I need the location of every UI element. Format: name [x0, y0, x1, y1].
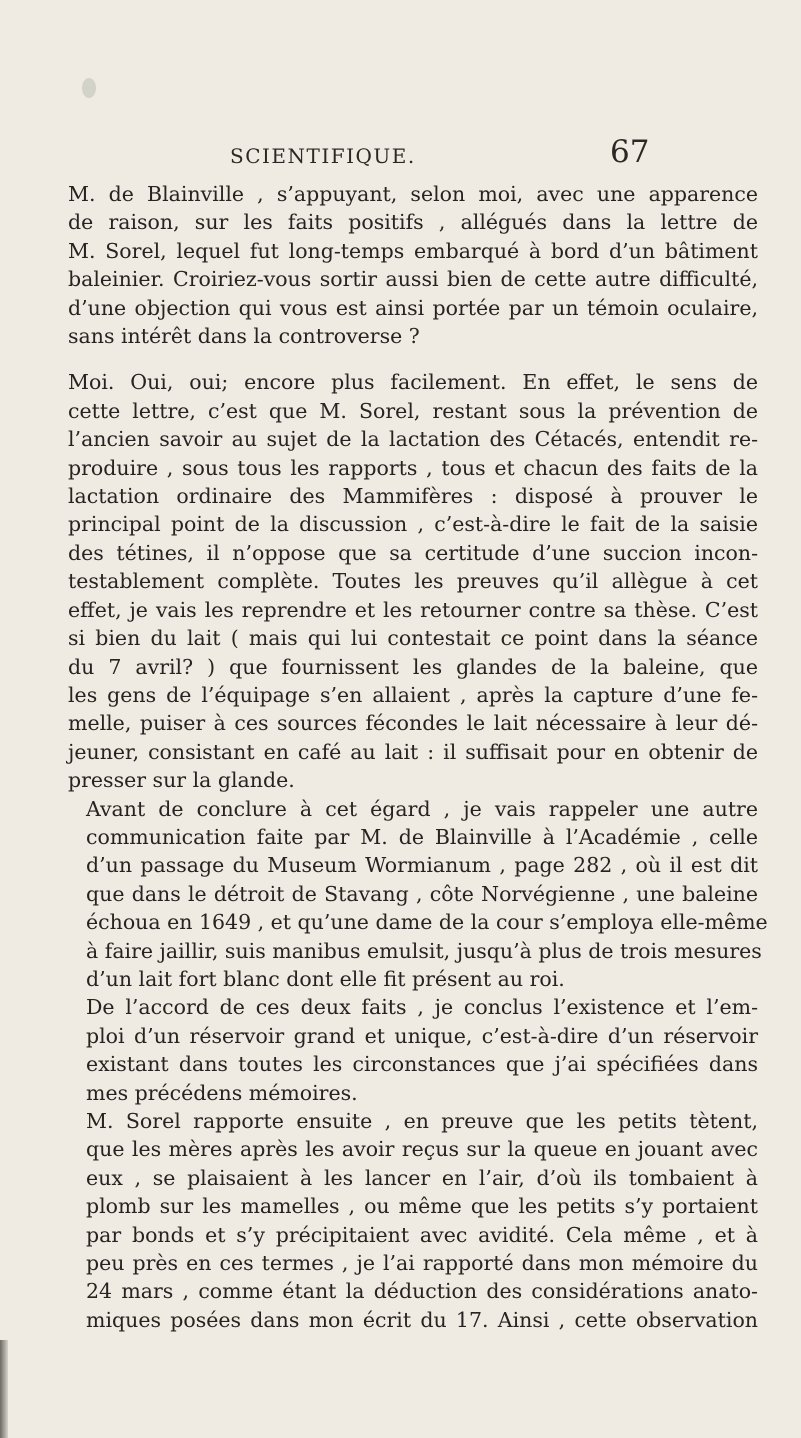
text-line: M. de Blainville , s’appuyant, selon moi, avec une apparence: [68, 182, 758, 206]
paragraph-gap: [68, 350, 758, 368]
text-line: échoua en 1649 , et qu’une dame de la cour s’employa elle-même: [86, 910, 768, 935]
text-line: M. Sorel, lequel fut long-temps embarqué à bord d’un bâtiment: [68, 238, 758, 263]
page-number: 67: [610, 134, 650, 170]
paragraph-4: [68, 993, 758, 1107]
text-line: principal point de la discussion , c’est-à-dire le fait de la saisie: [68, 512, 758, 537]
text-line: des tétines, il n’oppose que sa certitude d’une succion incon-: [68, 540, 758, 565]
text-line: cette lettre, c’est que M. Sorel, restant sous la prévention de: [68, 398, 758, 423]
text-line: testablement complète. Toutes les preuves qu’il allègue à cet: [68, 569, 758, 594]
paper-stain: [82, 78, 96, 98]
paragraph-2: [68, 368, 758, 794]
text-line: par bonds et s’y précipitaient avec avidité. Cela même , et à: [86, 1222, 758, 1247]
text-line: existant dans toutes les circonstances que j’ai spécifiées dans: [86, 1052, 758, 1077]
text-line: sans intérêt dans la controverse ?: [68, 324, 420, 349]
text-line: lactation ordinaire des Mammifères : disposé à prouver le: [68, 484, 758, 509]
text-line: Avant de conclure à cet égard , je vais rappeler une autre: [86, 796, 758, 821]
text-line: si bien du lait ( mais qui lui contestait ce point dans la séance: [68, 626, 758, 651]
text-line: Moi. Oui, oui; encore plus facilement. En effet, le sens de: [68, 370, 758, 395]
body-text: [68, 180, 768, 1334]
running-head: SCIENTIFIQUE.: [230, 144, 416, 168]
text-line: jeuner, consistant en café au lait : il suffisait pour en obtenir de: [68, 739, 758, 764]
text-line: miques posées dans mon écrit du 17. Ainsi , cette observation: [86, 1307, 758, 1332]
paragraph-5: [68, 1107, 758, 1334]
text-line: d’un lait fort blanc dont elle fit présent au roi.: [86, 966, 565, 991]
text-line: baleinier. Croiriez-vous sortir aussi bien de cette autre difficulté,: [68, 267, 758, 292]
text-line: 24 mars , comme étant la déduction des considérations anato-: [86, 1279, 758, 1304]
text-line: d’une objection qui vous est ainsi portée par un témoin oculaire,: [68, 295, 758, 320]
page-header: [230, 134, 750, 178]
text-line: d’un passage du Museum Wormianum , page 282 , où il est dit: [86, 853, 758, 878]
text-line: du 7 avril? ) que fournissent les glandes de la baleine, que: [68, 654, 758, 679]
text-line: que les mères après les avoir reçus sur la queue en jouant avec: [86, 1137, 758, 1162]
paragraph-3: [68, 795, 768, 994]
text-line: que dans le détroit de Stavang , côte Norvégienne , une baleine: [86, 881, 758, 906]
text-line: M. Sorel rapporte ensuite , en preuve que les petits tètent,: [86, 1109, 758, 1133]
text-line: communication faite par M. de Blainville à l’Académie , celle: [86, 824, 758, 849]
text-line: melle, puiser à ces sources fécondes le lait nécessaire à leur dé-: [68, 711, 758, 736]
page-edge-shadow: [0, 1340, 8, 1438]
text-line: de raison, sur les faits positifs , allégués dans la lettre de: [68, 210, 758, 235]
text-line: plomb sur les mamelles , ou même que les petits s’y portaient: [86, 1194, 758, 1219]
text-line: effet, je vais les reprendre et les retourner contre sa thèse. C’est: [68, 597, 758, 622]
text-line: mes précédens mémoires.: [86, 1080, 358, 1105]
paragraph-1: [68, 180, 758, 350]
text-line: presser sur la glande.: [68, 768, 295, 793]
text-line: peu près en ces termes , je l’ai rapporté dans mon mémoire du: [86, 1251, 758, 1276]
text-line: ploi d’un réservoir grand et unique, c’est-à-dire d’un réservoir: [86, 1023, 758, 1048]
text-line: De l’accord de ces deux faits , je conclus l’existence et l’em-: [86, 995, 758, 1020]
text-line: eux , se plaisaient à les lancer en l’air, d’où ils tombaient à: [86, 1165, 758, 1190]
text-line: les gens de l’équipage s’en allaient , après la capture d’une fe-: [68, 682, 758, 707]
text-line: l’ancien savoir au sujet de la lactation des Cétacés, entendit re-: [68, 427, 758, 452]
text-line: à faire jaillir, suis manibus emulsit, jusqu’à plus de trois mesures: [86, 938, 762, 963]
text-line: produire , sous tous les rapports , tous et chacun des faits de la: [68, 455, 758, 480]
